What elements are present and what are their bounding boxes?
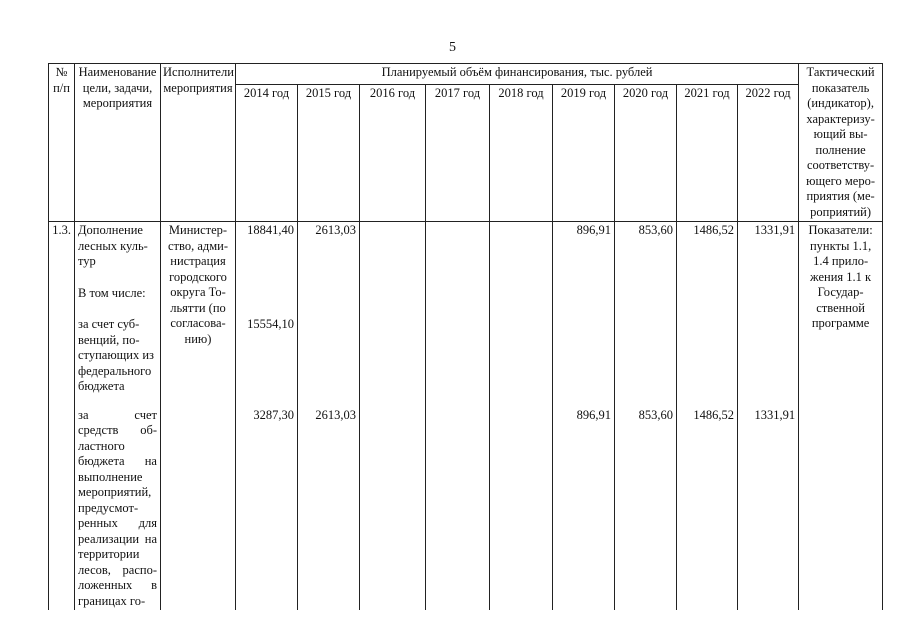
value-2014-federal: 15554,10 xyxy=(247,316,294,331)
header-year: 2021 год xyxy=(677,85,738,222)
row-number: 1.3. xyxy=(49,222,75,396)
value-cell: 1486,52 xyxy=(677,222,738,396)
header-year: 2019 год xyxy=(553,85,615,222)
header-name: Наименование цели, задачи, мероприятия xyxy=(75,64,161,222)
regional-budget-label: за счет средств об-ластного бюджета на выполнение мероприятий, предусмот-ренных для реализации на территории лесов, распо-ложенных в границах го- xyxy=(75,396,161,611)
header-executors: Исполнители мероприятия xyxy=(161,64,236,222)
value-cell: 896,91 xyxy=(553,222,615,396)
value-cell xyxy=(490,396,553,611)
value-cell xyxy=(426,222,490,396)
value-cell xyxy=(426,396,490,611)
executors-cell: Министер-ство, адми-нистрация городского округа То-льятти (по согласова-нию) xyxy=(161,222,236,396)
value-2014-cell xyxy=(236,222,298,396)
including-label: В том числе: xyxy=(78,285,146,300)
activity-name: Дополнение лесных куль-тур xyxy=(78,223,148,268)
tactical-indicator-cell xyxy=(799,396,883,611)
value-cell xyxy=(490,222,553,396)
value-cell xyxy=(360,396,426,611)
header-tactical-indicator: Тактический показатель (индикатор), характеризу-ющий вы-полнение соответству-ющего меро-приятия (ме-роприятий) xyxy=(799,64,883,222)
header-year: 2016 год xyxy=(360,85,426,222)
header-year: 2020 год xyxy=(615,85,677,222)
financing-table xyxy=(48,63,883,610)
value-cell: 2613,03 xyxy=(298,222,360,396)
value-cell: 1486,52 xyxy=(677,396,738,611)
executors-cell xyxy=(161,396,236,611)
header-year: 2015 год xyxy=(298,85,360,222)
value-cell: 896,91 xyxy=(553,396,615,611)
tactical-indicator-cell: Показатели: пункты 1.1, 1.4 прило-жения 1.1 к Государ-ственной программе xyxy=(799,222,883,396)
value-cell: 853,60 xyxy=(615,396,677,611)
activity-name-cell xyxy=(75,222,161,396)
value-cell: 3287,30 xyxy=(236,396,298,611)
value-cell: 2613,03 xyxy=(298,396,360,611)
header-row xyxy=(49,64,883,85)
row-number xyxy=(49,396,75,611)
table-row xyxy=(49,396,883,611)
page-number: 5 xyxy=(449,40,456,55)
value-cell xyxy=(360,222,426,396)
header-year: 2022 год xyxy=(738,85,799,222)
federal-subvention-label: за счет суб-венций, по-ступающих из федерального бюджета xyxy=(78,317,154,393)
header-year: 2014 год xyxy=(236,85,298,222)
header-planned-financing: Планируемый объём финансирования, тыс. рублей xyxy=(236,64,799,85)
value-2014-total: 18841,40 xyxy=(247,223,294,237)
value-cell: 1331,91 xyxy=(738,396,799,611)
table-row xyxy=(49,222,883,396)
header-year: 2018 год xyxy=(490,85,553,222)
header-year: 2017 год xyxy=(426,85,490,222)
value-cell: 1331,91 xyxy=(738,222,799,396)
header-num: № п/п xyxy=(49,64,75,222)
value-cell: 853,60 xyxy=(615,222,677,396)
